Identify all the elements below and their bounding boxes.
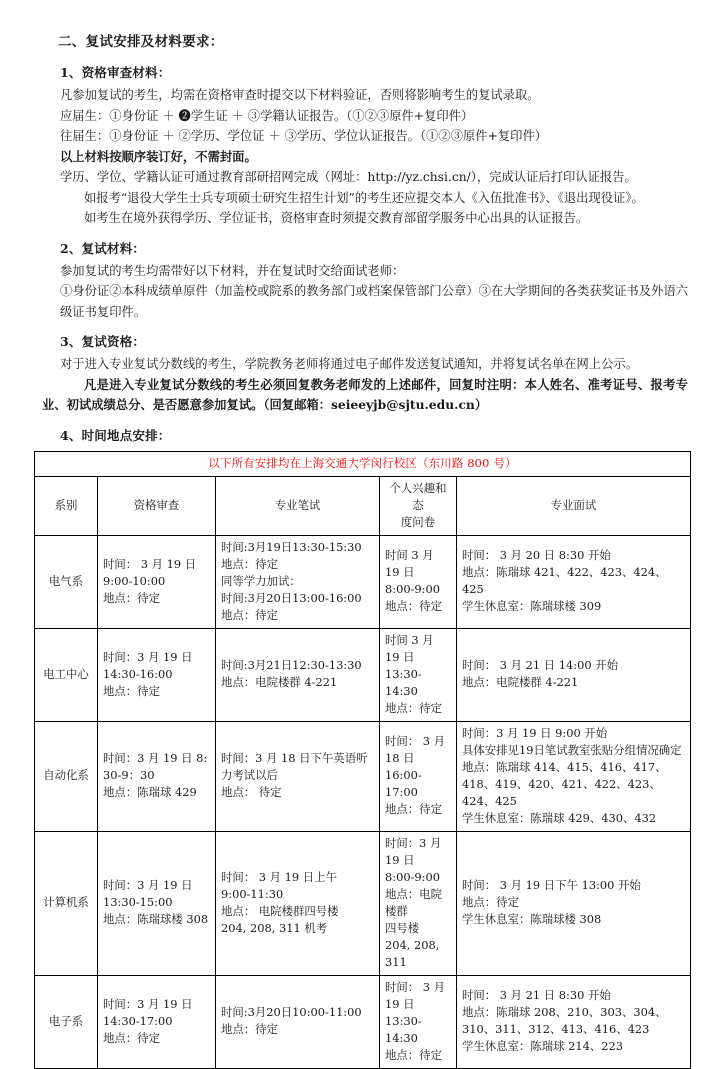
cell-line: 地点：陈瑞球 429: [103, 785, 197, 799]
sub1-line-5-verification-url: 学历、学位、学籍认证可通过教育部研招网完成（网址：http://yz.chsi.cn/），完成认证后打印认证报告。: [60, 170, 637, 184]
cell-line: 力考试以后: [221, 768, 278, 782]
cell-line: 地点：待定: [221, 607, 278, 622]
row-written-exam: [216, 628, 380, 721]
row-department-name: 电气系: [35, 535, 98, 628]
campus-location-banner: 以下所有安排均在上海交通大学闵行校区（东川路 800 号）: [35, 451, 691, 476]
cell-line: 14:30-17:00: [103, 1013, 173, 1028]
row-department-name: 计算机系: [35, 831, 98, 975]
cell-line: 地点：待定: [221, 1022, 278, 1036]
row-department-name: 自动化系: [35, 721, 98, 831]
cell-line: 时间： 3 月 21 日 14:00 开始: [462, 658, 619, 672]
row-interest-survey: [380, 628, 457, 721]
cell-line: 时间:3月20日10:00-11:00: [221, 1005, 362, 1019]
cell-line: 学生休息室：陈瑞球楼 308: [462, 912, 602, 926]
sub1-line-2: 应届生：①身份证 ＋ ❷学生证 ＋ ③学籍认证报告。（①②③原件+复印件）: [60, 108, 474, 123]
column-header-qualification-review: 资格审查: [98, 476, 216, 535]
sub3-line-1: 对于进入专业复试分数线的考生，学院教务老师将通过电子邮件发送复试通知，并将复试名单在网上公示。: [60, 357, 638, 371]
cell-line: 地点：陈瑞球 414、415、416、417、418、419、420、421、422、423、424、425: [462, 759, 667, 808]
cell-line: 13:30-14:30: [385, 666, 422, 698]
cell-line: 学生休息室：陈瑞球 214、223: [462, 1039, 624, 1053]
cell-line: 时间 3 月 19 日: [385, 632, 434, 664]
sub1-line-3: 往届生：①身份证 ＋ ②学历、学位证 ＋ ③学历、学位认证报告。（①②③原件+复印件）: [60, 129, 548, 143]
cell-line: 地点： 电院楼群四号楼: [221, 903, 339, 918]
schedule-table: [34, 451, 691, 1069]
cell-line: 8:00-9:00: [385, 869, 441, 884]
table-row: [35, 721, 691, 831]
cell-line: 四号楼: [385, 920, 420, 935]
cell-line: 时间:3月21日12:30-13:30: [221, 658, 362, 672]
cell-line: 地点：待定: [103, 683, 160, 698]
column-header-oral-interview: 专业面试: [457, 476, 691, 535]
row-written-exam: [216, 721, 380, 831]
schedule-table-wrapper: [34, 451, 690, 1069]
table-banner-row: [35, 451, 691, 476]
row-department-name: 电工中心: [35, 628, 98, 721]
row-oral-interview: [457, 535, 691, 628]
cell-line: 同等学力加试：: [221, 573, 301, 588]
cell-line: 地点：陈瑞球 208、210、303、304、310、311、312、413、416、423: [462, 1005, 667, 1036]
row-interest-survey: [380, 535, 457, 628]
cell-line: 9:00-11:30: [221, 886, 284, 901]
cell-line: 地点：待定: [462, 895, 519, 909]
cell-line: 13:30-15:00: [103, 895, 173, 909]
cell-line: 地点：待定: [103, 1030, 160, 1045]
row-interest-survey: [380, 975, 457, 1068]
sub3-line-2-emphasis: 凡是进入专业复试分数线的考生必须回复教务老师发的上述邮件，回复时注明：本人姓名、准考证号、报考专业、初试成绩总分、是否愿意参加复试。（回复邮箱：seieeyjb@sjtu.edu.cn）: [42, 376, 688, 412]
cell-line: 时间： 3 月 18 日: [385, 734, 446, 765]
cell-line: 地点：陈瑞球楼 308: [103, 912, 209, 926]
table-row: [35, 628, 691, 721]
cell-line: 地点： 待定: [221, 785, 282, 799]
cell-line: 时间：3 月 19 日: [103, 649, 193, 664]
row-interest-survey: [380, 831, 457, 975]
cell-line: 204, 208, 311: [385, 937, 440, 969]
subsection-heading-3: 3、复试资格：: [60, 334, 146, 349]
cell-line: 地点：待定: [103, 590, 160, 605]
cell-line: 地点：陈瑞球 421、422、423、424、425: [462, 565, 667, 596]
sub1-line-1: 凡参加复试的考生，均需在资格审查时提交以下材料验证，否则将影响考生的复试录取。: [60, 88, 540, 102]
cell-line: 9:00-10:00: [103, 573, 166, 588]
cell-line: 时间： 3 月 20 日 8:30 开始: [462, 548, 611, 562]
row-oral-interview: [457, 975, 691, 1068]
cell-line: 地点：电院楼群 4-221: [462, 675, 579, 689]
cell-line: 时间：3 月 19 日: [103, 996, 193, 1011]
cell-line: 时间:3月20日13:00-16:00: [221, 590, 362, 605]
sub2-line-1: 参加复试的考生均需带好以下材料，并在复试时交给面试老师：: [60, 263, 405, 278]
row-qualification-review: [98, 628, 216, 721]
cell-line: 204, 208, 311 机考: [221, 920, 328, 935]
cell-line: 8:00-9:00: [385, 582, 441, 596]
row-written-exam: [216, 975, 380, 1068]
cell-line: 时间： 3 月 19 日下午 13:00 开始: [462, 878, 641, 892]
column-header-interest-survey-line2: 度问卷: [400, 514, 436, 529]
sub1-line-7-overseas: 如考生在境外获得学历、学位证书，资格审查时须提交教育部留学服务中心出具的认证报告。: [84, 211, 589, 225]
row-department-name: 电子系: [35, 975, 98, 1068]
cell-line: 具体安排见19日笔试教室张贴分组情况确定: [462, 742, 682, 757]
column-header-written-exam: 专业笔试: [216, 476, 380, 535]
cell-line: 学生休息室：陈瑞球楼 309: [462, 599, 602, 613]
cell-line: 时间： 3 月 19 日上午: [221, 869, 337, 884]
column-header-interest-survey-line1: 个人兴趣和态: [389, 480, 447, 512]
table-row: [35, 831, 691, 975]
cell-line: 16:00-17:00: [385, 768, 422, 799]
column-header-department: 系别: [35, 476, 98, 535]
cell-line: 时间：3 月 19 日 8:: [103, 751, 208, 765]
row-written-exam: [216, 831, 380, 975]
column-header-interest-survey: [380, 476, 457, 535]
cell-line: 时间： 3 月 19 日: [385, 979, 446, 1011]
row-written-exam: [216, 535, 380, 628]
table-row: [35, 975, 691, 1068]
cell-line: 地点：电院楼群: [385, 886, 442, 918]
subsection-heading-2: 2、复试材料：: [60, 240, 146, 256]
subsection-heading-1: 1、资格审查材料：: [60, 65, 171, 80]
row-qualification-review: [98, 975, 216, 1068]
sub2-line-2: ①身份证②本科成绩单原件（加盖校或院系的教务部门或档案保管部门公章）③在大学期间的各类获奖证书及外语六级证书复印件。: [60, 284, 688, 319]
cell-line: 30-9：30: [103, 768, 155, 782]
cell-line: 时间 3 月 19 日: [385, 548, 434, 579]
row-qualification-review: [98, 721, 216, 831]
cell-line: 地点：待定: [221, 556, 278, 571]
row-qualification-review: [98, 535, 216, 628]
cell-line: 地点：待定: [385, 599, 442, 613]
cell-line: 地点：待定: [385, 700, 442, 715]
cell-line: 时间：3 月 19 日 9:00 开始: [462, 725, 608, 740]
cell-line: 13:30-14:30: [385, 1013, 422, 1045]
cell-line: 时间:3月19日13:30-15:30: [221, 539, 362, 554]
table-row: [35, 535, 691, 628]
row-oral-interview: [457, 831, 691, 975]
cell-line: 时间：3 月 19 日: [385, 835, 442, 867]
table-header-row: [35, 476, 691, 535]
sub1-line-4-emphasis: 以上材料按顺序装订好，不需封面。: [60, 148, 257, 164]
row-qualification-review: [98, 831, 216, 975]
row-interest-survey: [380, 721, 457, 831]
page-title: 二、复试安排及材料要求：: [58, 34, 224, 50]
cell-line: 时间： 3 月 21 日 8:30 开始: [462, 988, 611, 1002]
cell-line: 地点：待定: [385, 1047, 442, 1062]
cell-line: 学生休息室：陈瑞球 429、430、432: [462, 810, 657, 825]
cell-line: 地点：待定: [385, 802, 442, 816]
row-oral-interview: [457, 721, 691, 831]
subsection-heading-4: 4、时间地点安排：: [60, 427, 171, 443]
row-oral-interview: [457, 628, 691, 721]
cell-line: 时间：3 月 18 日下午英语听: [221, 751, 368, 765]
cell-line: 时间： 3 月 19 日: [103, 556, 197, 571]
cell-line: 14:30-16:00: [103, 666, 173, 681]
sub1-line-6-veteran-plan: 如报考“退役大学生士兵专项硕士研究生招生计划”的考生还应提交本人《入伍批准书》、《退出现役证》。: [84, 190, 644, 205]
cell-line: 时间：3 月 19 日: [103, 878, 193, 892]
cell-line: 地点：电院楼群 4-221: [221, 675, 338, 689]
